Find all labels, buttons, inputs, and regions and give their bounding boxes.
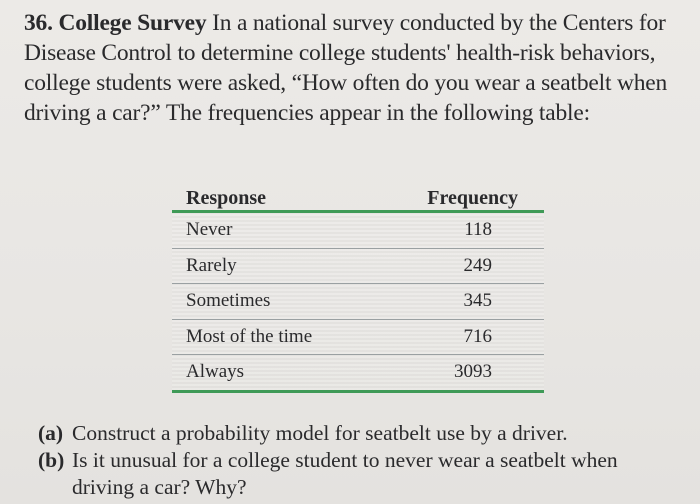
problem-title: College Survey bbox=[58, 10, 207, 36]
question-a bbox=[38, 420, 678, 447]
question-label: (a) bbox=[38, 421, 64, 445]
question-list bbox=[38, 420, 678, 501]
frequency-table bbox=[172, 176, 544, 393]
frequency-cell: 118 bbox=[464, 219, 492, 241]
response-cell: Sometimes bbox=[186, 290, 271, 312]
table-header bbox=[172, 176, 544, 213]
frequency-cell: 249 bbox=[463, 254, 492, 276]
response-cell: Never bbox=[186, 219, 233, 241]
problem-number: 36. bbox=[24, 10, 53, 36]
table-row bbox=[172, 320, 544, 356]
frequency-cell: 3093 bbox=[454, 361, 492, 383]
frequency-cell: 716 bbox=[463, 325, 492, 347]
table-row bbox=[172, 355, 544, 393]
header-frequency: Frequency bbox=[427, 187, 518, 209]
question-text: Is it unusual for a college student to never wear a seatbelt when driving a car? Why? bbox=[72, 448, 618, 499]
frequency-cell: 345 bbox=[463, 290, 492, 312]
response-cell: Rarely bbox=[186, 254, 237, 276]
question-text: Construct a probability model for seatbelt use by a driver. bbox=[72, 421, 568, 445]
header-response: Response bbox=[186, 187, 267, 209]
response-cell: Always bbox=[186, 361, 245, 383]
table-row bbox=[172, 213, 544, 249]
problem-statement bbox=[24, 8, 684, 128]
problem-text: In a national survey conducted by the Centers for Disease Control to determine college students' health-risk behaviors, college students were asked, “How often do you wear a seatbelt when driving a car?” The frequencies appear in the following table: bbox=[24, 10, 668, 126]
response-cell: Most of the time bbox=[186, 325, 313, 347]
question-label: (b) bbox=[38, 448, 65, 472]
table-row bbox=[172, 284, 544, 320]
question-b bbox=[38, 447, 678, 501]
table-row bbox=[172, 249, 544, 285]
